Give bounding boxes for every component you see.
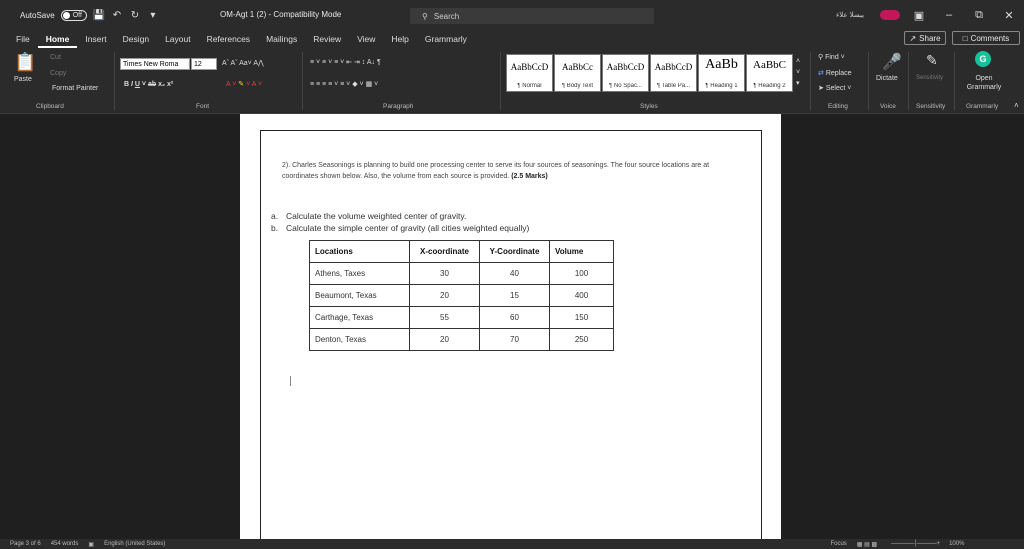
find-label: Find (825, 54, 839, 61)
sensitivity-group-label: Sensitivity (916, 103, 946, 110)
font-group-label: Font (196, 103, 210, 110)
tab-mailings[interactable]: Mailings (266, 34, 298, 44)
customize-toolbar-icon[interactable]: ▾ (150, 9, 156, 21)
comment-icon: □ (962, 33, 968, 43)
select-icon: ➤ (818, 85, 824, 92)
cell-y: 60 (480, 307, 550, 329)
cell-volume: 400 (550, 285, 614, 307)
cell-location: Denton, Texas (310, 329, 410, 351)
cell-x: 20 (410, 285, 480, 307)
problem-statement (282, 160, 712, 182)
search-placeholder: Search (433, 11, 460, 21)
sensitivity-button[interactable]: Sensitivity (916, 75, 944, 81)
question-list (271, 210, 529, 234)
ribbon (0, 48, 1024, 114)
comments-label: Comments (970, 33, 1010, 43)
cut-button[interactable]: Cut (50, 54, 61, 61)
style-name: ¶ Heading 2 (753, 83, 786, 89)
document-title: OM-Agt 1 (2) - Compatibility Mode (220, 10, 342, 19)
style-name: ¶ Heading 1 (705, 83, 738, 89)
divider (810, 52, 811, 110)
share-icon: ↗ (909, 33, 917, 43)
question-b (271, 222, 529, 234)
style-name: ¶ No Spac... (609, 83, 642, 89)
style-no-spacing[interactable] (602, 54, 649, 92)
window-controls (904, 0, 1024, 30)
user-name[interactable]: يبسلا علاء (836, 12, 865, 19)
replace-icon: ⇄ (818, 70, 824, 77)
style-name: ¶ Table Pa... (656, 83, 691, 89)
voice-group-label: Voice (880, 103, 896, 110)
style-body-text[interactable] (554, 54, 601, 92)
replace-button[interactable] (818, 69, 852, 77)
divider (500, 52, 501, 110)
text-cursor (290, 376, 291, 386)
paste-label[interactable]: Paste (14, 76, 32, 83)
tab-review[interactable]: Review (313, 34, 342, 44)
proofing-icon[interactable]: ▣ (88, 541, 95, 548)
styles-scroll-icon[interactable]: ˄ ˅ ▾ (796, 58, 801, 87)
status-bar (0, 539, 1024, 549)
word-count[interactable]: 454 words (50, 541, 79, 547)
close-icon[interactable]: ✕ (1004, 9, 1014, 22)
autosave-toggle[interactable] (61, 10, 87, 21)
search-input[interactable] (410, 8, 654, 24)
search-icon: ⚲ (422, 11, 428, 21)
select-label: Select (825, 85, 846, 92)
cell-y: 40 (480, 263, 550, 285)
table-header-row (310, 241, 614, 263)
divider (114, 52, 115, 110)
minimize-icon[interactable]: – (945, 9, 953, 21)
open-grammarly-button[interactable]: Open Grammarly (966, 75, 1002, 91)
grammarly-group-label: Grammarly (966, 103, 999, 110)
locations-table (309, 240, 614, 351)
question-text: Calculate the volume weighted center of gravity. (286, 211, 467, 221)
styles-group-label: Styles (640, 103, 658, 110)
share-label: Share (919, 33, 941, 43)
cell-x: 20 (410, 329, 480, 351)
table-row (310, 307, 614, 329)
tab-design[interactable]: Design (122, 34, 150, 44)
collapse-ribbon-icon[interactable]: ˄ (1014, 101, 1019, 110)
focus-button[interactable]: Focus (830, 541, 847, 547)
table-row (310, 329, 614, 351)
menu-bar (0, 30, 1024, 48)
marks-label: (2.5 Marks) (511, 173, 548, 180)
cell-location: Athens, Taxes (310, 263, 410, 285)
question-a (271, 210, 529, 222)
alignment-icons[interactable]: ≡ ≡ ≡ ≡ ˅ ≡ ˅ ◆ ˅ ▦ ˅ (310, 81, 379, 88)
style-sample: AaBbCcD (606, 62, 645, 72)
style-name: ¶ Body Text (561, 83, 594, 89)
find-button[interactable]: ⚲ Find ˅ (818, 54, 845, 61)
tab-layout[interactable]: Layout (165, 34, 191, 44)
find-icon: ⚲ (818, 54, 824, 61)
dictate-button[interactable]: Dictate (876, 75, 898, 82)
cell-volume: 100 (550, 263, 614, 285)
cell-location: Beaumont, Texas (310, 285, 410, 307)
cell-y: 15 (480, 285, 550, 307)
divider (908, 52, 909, 110)
replace-label: Replace (825, 70, 852, 77)
toggle-knob (63, 12, 70, 19)
tab-references[interactable]: References (206, 34, 251, 44)
style-sample: AaBb (705, 57, 738, 72)
list-icons[interactable]: ≡ ˅ ≡ ˅ ≡ ˅ ⇤ ⇥ ↕ A↓ ¶ (310, 59, 381, 66)
undo-icon[interactable]: ↶ (112, 9, 122, 21)
paragraph-group-label: Paragraph (383, 103, 414, 110)
copy-button[interactable]: Copy (50, 70, 67, 77)
style-sample: AaBbCcD (654, 62, 693, 72)
tab-grammarly[interactable]: Grammarly (424, 34, 467, 44)
save-icon[interactable]: 💾 (92, 9, 106, 21)
cell-volume: 150 (550, 307, 614, 329)
header-y-coordinate: Y-Coordinate (480, 241, 550, 263)
cell-x: 30 (410, 263, 480, 285)
autosave-state: Off (72, 11, 82, 19)
paste-icon[interactable]: 📋 (14, 52, 37, 72)
header-volume: Volume (550, 241, 614, 263)
tab-help[interactable]: Help (391, 34, 409, 44)
editing-group-label: Editing (828, 103, 848, 110)
font-size-select[interactable]: 12 (191, 58, 217, 70)
tab-file[interactable]: File (16, 34, 30, 44)
cell-location: Carthage, Texas (310, 307, 410, 329)
style-sample: AaBbCc (562, 62, 593, 72)
font-color-icons[interactable]: A ˅ ✎ ˅ A ˅ (226, 81, 263, 88)
font-grow-shrink-icons[interactable]: Aˆ Aˇ Aa˅ A⋀ (222, 60, 264, 67)
view-mode-icons[interactable]: ▦ ▤ ▩ (856, 541, 878, 548)
zoom-slider[interactable]: – ──────│────── + (891, 541, 940, 547)
header-x-coordinate: X-coordinate (410, 241, 480, 263)
comments-button[interactable] (952, 31, 1020, 45)
autosave-label: AutoSave (20, 10, 55, 20)
tab-insert[interactable]: Insert (85, 34, 107, 44)
select-button[interactable]: ➤ Select ˅ (818, 85, 852, 92)
question-text: Calculate the simple center of gravity (all cities weighted equally) (286, 223, 530, 233)
avatar[interactable] (880, 10, 900, 20)
style-sample: AaBbC (753, 59, 786, 71)
restore-icon[interactable]: ⧉ (975, 8, 983, 21)
font-family-select[interactable]: Times New Roma (120, 58, 190, 70)
cell-x: 55 (410, 307, 480, 329)
table-row (310, 285, 614, 307)
table-row (310, 263, 614, 285)
sensitivity-icon: ✎ (926, 52, 938, 68)
font-format-icons[interactable]: B I U ˅ ab x₂ x² (124, 81, 174, 88)
redo-icon[interactable]: ↻ (130, 9, 140, 21)
document-page[interactable] (240, 114, 781, 539)
zoom-level[interactable]: 100% (949, 541, 965, 547)
language-indicator[interactable]: English (United States) (104, 541, 166, 547)
microphone-icon[interactable]: 🎤 (882, 54, 902, 71)
divider (302, 52, 303, 110)
style-normal[interactable] (506, 54, 553, 92)
clipboard-group-label: Clipboard (36, 103, 64, 110)
grammarly-icon[interactable]: G (975, 51, 991, 67)
style-heading-2[interactable] (746, 54, 793, 92)
question-label: a. (271, 211, 279, 221)
ribbon-display-icon[interactable]: ▣ (913, 9, 925, 22)
question-label: b. (271, 223, 279, 233)
cell-y: 70 (480, 329, 550, 351)
divider (868, 52, 869, 110)
header-locations: Locations (310, 241, 410, 263)
share-button[interactable] (904, 31, 946, 45)
style-name: ¶ Normal (517, 83, 542, 89)
tab-view[interactable]: View (357, 34, 376, 44)
style-table-paragraph[interactable] (650, 54, 697, 92)
document-canvas (0, 114, 1024, 539)
format-painter-button[interactable]: Format Painter (52, 85, 99, 92)
divider (954, 52, 955, 110)
title-bar (0, 0, 1024, 30)
style-heading-1[interactable] (698, 54, 745, 92)
problem-text: 2). Charles Seasonings is planning to build one processing center to serve its four sources of seasonings. The four source locations are at coordinates shown below. Also, the volume from each source is provided. (282, 162, 710, 180)
style-sample: AaBbCcD (510, 62, 549, 72)
page-count[interactable]: Page 3 of 6 (10, 541, 41, 547)
cell-volume: 250 (550, 329, 614, 351)
tab-home[interactable]: Home (38, 30, 78, 48)
